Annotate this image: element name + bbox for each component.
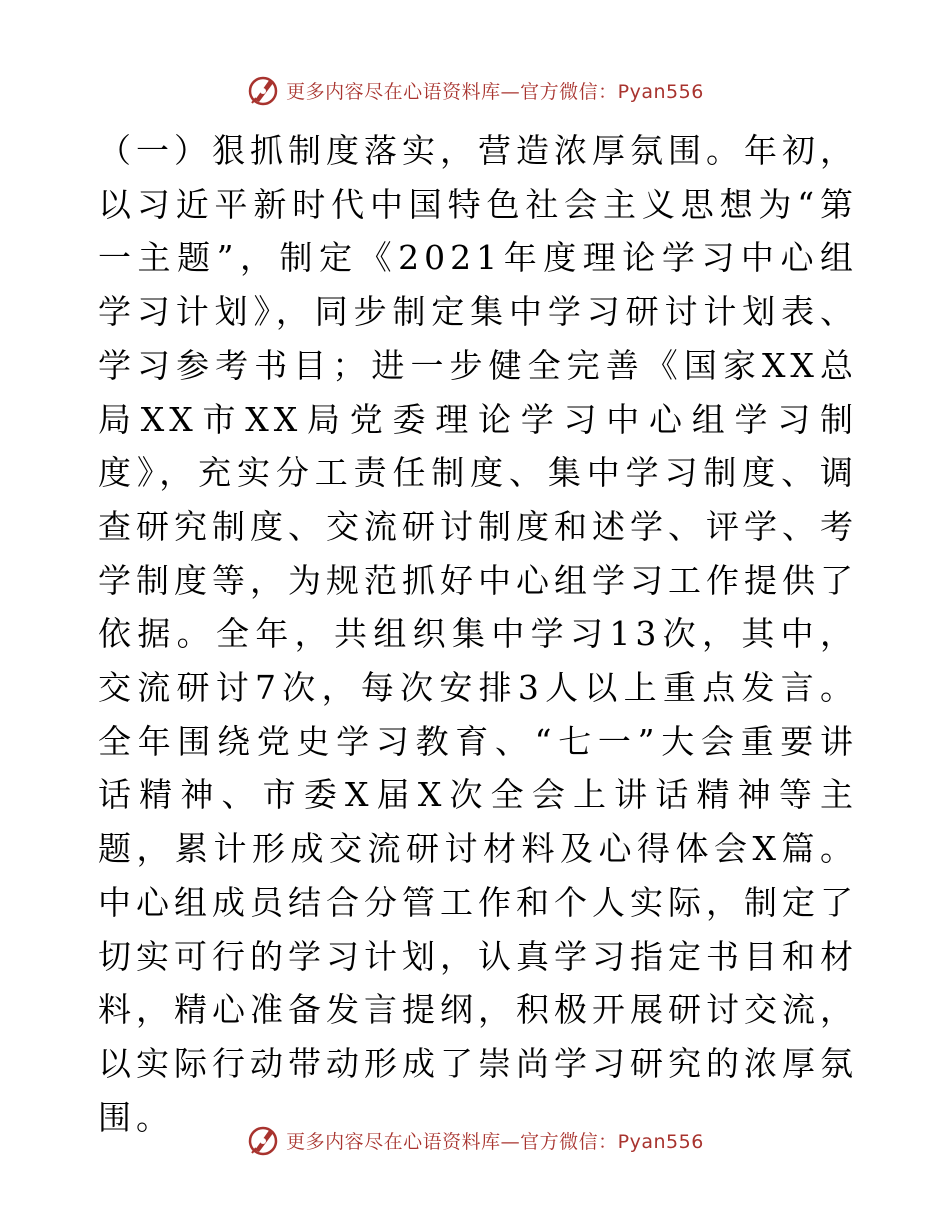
- body-paragraph: （一）狠抓制度落实，营造浓厚氛围。年初，以习近平新时代中国特色社会主义思想为“第一主题”，制定《2021年度理论学习中心组学习计划》，同步制定集中学习研讨计划表、学习参考书目；进一步健全完善《国家XX总局XX市XX局党委理论学习中心组学习制度》，充实分工责任制度、集中学习制度、调查研究制度、交流研讨制度和述学、评学、考学制度等，为规范抓好中心组学习工作提供了依据。全年，共组织集中学习13次，其中，交流研讨7次，每次安排3人以上重点发言。全年围绕党史学习教育、“七一”大会重要讲话精神、市委X届X次全会上讲话精神等主题，累计形成交流研讨材料及心得体会X篇。中心组成员结合分管工作和个人实际，制定了切实可行的学习计划，认真学习指定书目和材料，精心准备发言提纲，积极开展研讨交流，以实际行动带动形成了崇尚学习研究的浓厚氛围。: [98, 131, 858, 1137]
- watermark-id: Pyan556: [617, 1130, 704, 1153]
- quill-pen-logo-icon: [246, 1123, 280, 1157]
- footer-watermark: [0, 1120, 950, 1160]
- watermark-text: 更多内容尽在心语资料库—官方微信：Pyan556: [286, 80, 704, 103]
- quill-pen-logo-icon: [246, 73, 280, 107]
- watermark-id: Pyan556: [617, 80, 704, 103]
- watermark-text: 更多内容尽在心语资料库—官方微信：Pyan556: [286, 1130, 704, 1153]
- header-watermark: [0, 70, 950, 110]
